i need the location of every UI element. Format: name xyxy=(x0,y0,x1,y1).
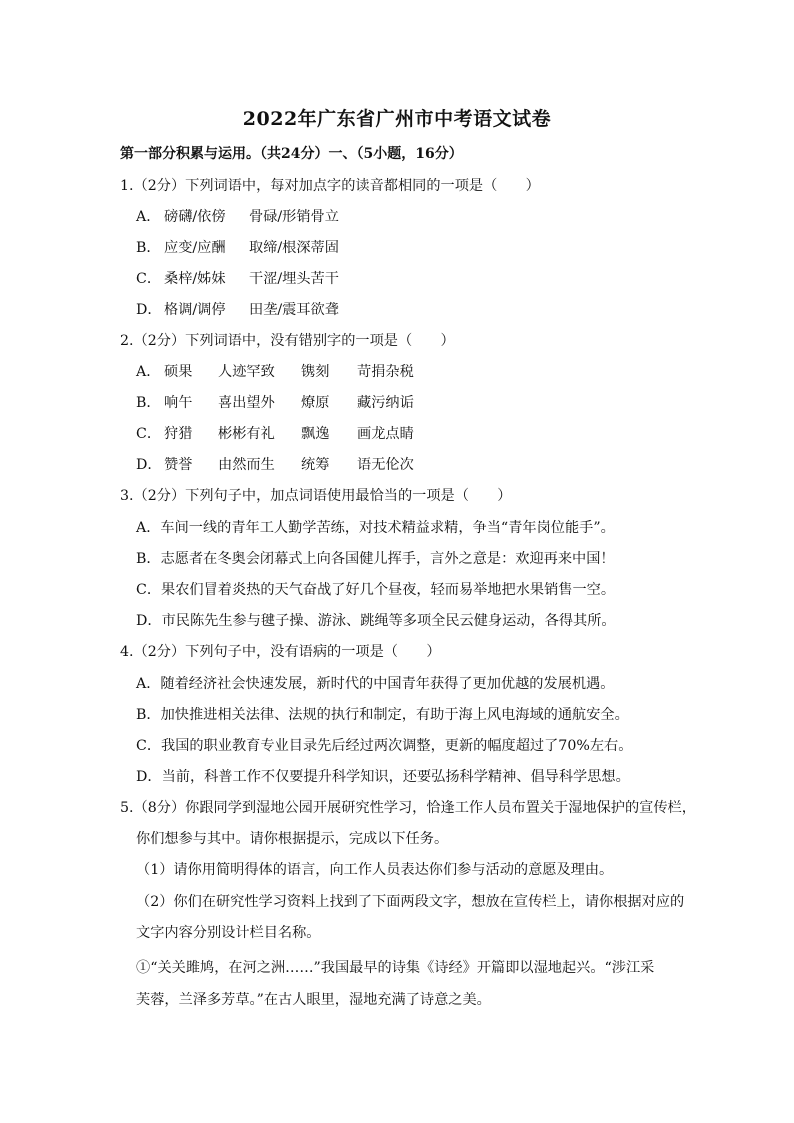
option-word: 赞誉 xyxy=(164,457,193,473)
option-word: 狩猎 xyxy=(164,426,193,442)
question-3-option-c[interactable]: C．果农们冒着炎热的天气奋战了好几个昼夜，轻而易举地把水果销售一空。 xyxy=(136,582,616,598)
option-word: 统筹 xyxy=(301,457,330,473)
option-letter: A． xyxy=(136,364,161,380)
section-heading: 第一部分积累与运用。（共24分）一、（5小题，16分） xyxy=(120,146,463,162)
option-word: 语无伦次 xyxy=(357,457,414,473)
option-letter: B． xyxy=(136,240,161,256)
option-word: 格调/调停 xyxy=(164,302,226,318)
option-letter: B． xyxy=(136,395,161,411)
option-letter: A． xyxy=(136,209,161,225)
question-4-option-a[interactable]: A．随着经济社会快速发展，新时代的中国青年获得了更加优越的发展机遇。 xyxy=(136,676,615,692)
option-word: 画龙点睛 xyxy=(357,426,414,442)
question-3-stem: 3.（2分）下列句子中，加点词语使用最恰当的一项是（ ） xyxy=(120,488,512,504)
option-word: 藏污纳诟 xyxy=(357,395,414,411)
option-word: 燎原 xyxy=(301,395,330,411)
option-word: 彬彬有礼 xyxy=(218,426,275,442)
option-word: 田垄/震耳欲聋 xyxy=(249,302,339,318)
option-letter: D． xyxy=(136,302,162,318)
option-word: 响午 xyxy=(164,395,193,411)
option-letter: C． xyxy=(136,426,162,442)
option-word: 应变/应酬 xyxy=(164,240,226,256)
option-letter: D． xyxy=(136,457,162,473)
question-1-stem: 1.（2分）下列词语中，每对加点字的读音都相同的一项是（ ） xyxy=(120,178,540,194)
question-5-stem: 5.（8分）你跟同学到湿地公园开展研究性学习，恰逢工作人员布置关于湿地保护的宣传栏， xyxy=(120,800,696,816)
option-word: 镌刻 xyxy=(301,364,330,380)
option-word: 桑梓/姊妹 xyxy=(164,271,226,287)
option-word: 取缔/根深蒂固 xyxy=(249,240,339,256)
question-4-option-b[interactable]: B．加快推进相关法律、法规的执行和制定，有助于海上风电海域的通航安全。 xyxy=(136,707,629,723)
question-5-passage-continued: 芙蓉，兰泽多芳草。”在古人眼里，湿地充满了诗意之美。 xyxy=(136,992,491,1008)
question-3-option-d[interactable]: D．市民陈先生参与毽子操、游泳、跳绳等多项全民云健身运动，各得其所。 xyxy=(136,613,616,629)
question-4-option-c[interactable]: C．我国的职业教育专业目录先后经过两次调整，更新的幅度超过了70%左右。 xyxy=(136,738,633,754)
question-5-passage: ①“关关雎鸠，在河之洲……”我国最早的诗集《诗经》开篇即以湿地起兴。“涉江采 xyxy=(136,960,655,976)
option-letter: C． xyxy=(136,271,162,287)
option-word: 苛捐杂税 xyxy=(357,364,414,380)
question-5-subtask-1: （1）请你用简明得体的语言，向工作人员表达你们参与活动的意愿及理由。 xyxy=(136,862,614,878)
question-2-stem: 2.（2分）下列词语中，没有错别字的一项是（ ） xyxy=(120,333,455,349)
option-word: 由然而生 xyxy=(218,457,275,473)
option-word: 硕果 xyxy=(164,364,193,380)
question-5-subtask-2-continued: 文字内容分别设计栏目名称。 xyxy=(136,925,321,941)
option-word: 人迹罕致 xyxy=(218,364,275,380)
question-5-subtask-2: （2）你们在研究性学习资料上找到了下面两段文字，想放在宣传栏上，请你根据对应的 xyxy=(136,894,685,910)
question-5-stem-continued: 你们想参与其中。请你根据提示，完成以下任务。 xyxy=(136,831,449,847)
option-word: 磅礴/依傍 xyxy=(164,209,226,225)
question-4-option-d[interactable]: D．当前，科普工作不仅要提升科学知识，还要弘扬科学精神、倡导科学思想。 xyxy=(136,769,630,785)
question-3-option-a[interactable]: A．车间一线的青年工人勤学苦练，对技术精益求精，争当“青年岗位能手”。 xyxy=(136,520,615,536)
option-word: 干涩/埋头苦干 xyxy=(249,271,339,287)
question-4-stem: 4.（2分）下列句子中，没有语病的一项是（ ） xyxy=(120,644,441,660)
page-title: 2022年广东省广州市中考语文试卷 xyxy=(242,108,552,130)
option-word: 喜出望外 xyxy=(218,395,275,411)
option-word: 骨碌/形销骨立 xyxy=(249,209,339,225)
question-3-option-b[interactable]: B．志愿者在冬奥会闭幕式上向各国健儿挥手，言外之意是：欢迎再来中国！ xyxy=(136,551,615,567)
option-word: 飘逸 xyxy=(301,426,330,442)
